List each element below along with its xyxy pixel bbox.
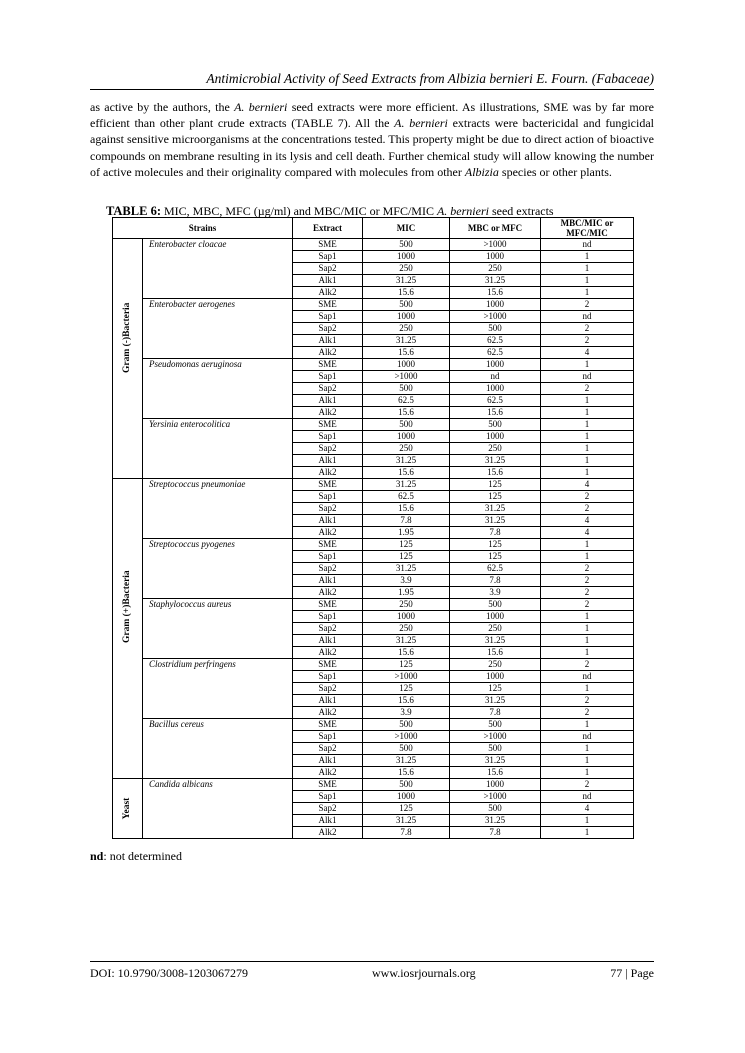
mic-cell: 1000 — [363, 311, 450, 323]
mic-cell: 500 — [363, 419, 450, 431]
ratio-cell: 2 — [541, 491, 634, 503]
strain-name: Enterobacter aerogenes — [143, 299, 293, 359]
mbc-mfc-cell: 15.6 — [450, 647, 541, 659]
mic-cell: 31.25 — [363, 479, 450, 491]
ratio-cell: 1 — [541, 683, 634, 695]
extract-cell: Alk1 — [293, 335, 363, 347]
extract-cell: Alk2 — [293, 827, 363, 839]
extract-cell: Alk2 — [293, 587, 363, 599]
mbc-mfc-cell: 1000 — [450, 779, 541, 791]
header-ratio: MBC/MIC or MFC/MIC — [541, 218, 634, 239]
footer-page-number: 77 — [610, 966, 623, 980]
ratio-cell: 2 — [541, 335, 634, 347]
table-row — [113, 719, 634, 731]
ratio-cell: nd — [541, 239, 634, 251]
mic-cell: 500 — [363, 779, 450, 791]
mic-cell: 125 — [363, 659, 450, 671]
extract-cell: Sap1 — [293, 311, 363, 323]
mbc-mfc-cell: 31.25 — [450, 515, 541, 527]
footnote-abbr: nd — [90, 849, 104, 863]
mbc-mfc-cell: 1000 — [450, 671, 541, 683]
extract-cell: Alk2 — [293, 407, 363, 419]
mbc-mfc-cell: 125 — [450, 479, 541, 491]
strain-name: Streptococcus pneumoniae — [143, 479, 293, 539]
table-row — [113, 659, 634, 671]
mic-cell: 500 — [363, 239, 450, 251]
mic-cell: 250 — [363, 443, 450, 455]
mic-cell: 125 — [363, 551, 450, 563]
para-species-1: A. bernieri — [234, 100, 288, 114]
mbc-mfc-cell: >1000 — [450, 311, 541, 323]
mbc-mfc-cell: 31.25 — [450, 503, 541, 515]
mic-cell: 15.6 — [363, 467, 450, 479]
mic-cell: 3.9 — [363, 707, 450, 719]
group-label-cell — [113, 239, 143, 479]
header-extract: Extract — [293, 218, 363, 239]
mbc-mfc-cell: 1000 — [450, 611, 541, 623]
extract-cell: SME — [293, 299, 363, 311]
extract-cell: Sap2 — [293, 443, 363, 455]
extract-cell: Alk1 — [293, 635, 363, 647]
extract-cell: SME — [293, 539, 363, 551]
strain-name: Streptococcus pyogenes — [143, 539, 293, 599]
mbc-mfc-cell: 1000 — [450, 251, 541, 263]
mbc-mfc-cell: 1000 — [450, 431, 541, 443]
ratio-cell: 2 — [541, 383, 634, 395]
extract-cell: Sap1 — [293, 371, 363, 383]
extract-cell: SME — [293, 479, 363, 491]
table-label: TABLE 6: — [106, 204, 161, 218]
ratio-cell: 4 — [541, 347, 634, 359]
mic-cell: 31.25 — [363, 755, 450, 767]
group-label: Gram (-)Bacteria — [122, 302, 132, 373]
mbc-mfc-cell: 500 — [450, 803, 541, 815]
mic-cell: 1000 — [363, 791, 450, 803]
ratio-cell: 1 — [541, 275, 634, 287]
mbc-mfc-cell: 62.5 — [450, 335, 541, 347]
ratio-cell: 2 — [541, 779, 634, 791]
ratio-cell: nd — [541, 731, 634, 743]
footnote-text: : not determined — [103, 849, 183, 863]
extract-cell: Alk1 — [293, 755, 363, 767]
ratio-cell: 1 — [541, 539, 634, 551]
ratio-cell: 1 — [541, 767, 634, 779]
ratio-cell: 4 — [541, 527, 634, 539]
ratio-cell: 2 — [541, 659, 634, 671]
ratio-cell: 1 — [541, 395, 634, 407]
extract-cell: Sap2 — [293, 683, 363, 695]
ratio-cell: 2 — [541, 323, 634, 335]
extract-cell: Alk1 — [293, 575, 363, 587]
extract-cell: SME — [293, 359, 363, 371]
extract-cell: Alk2 — [293, 287, 363, 299]
mbc-mfc-cell: 250 — [450, 443, 541, 455]
mic-cell: 500 — [363, 743, 450, 755]
mic-cell: 500 — [363, 299, 450, 311]
ratio-cell: 1 — [541, 359, 634, 371]
table-row — [113, 359, 634, 371]
header-rule — [90, 89, 654, 90]
ratio-cell: nd — [541, 371, 634, 383]
mic-cell: 1.95 — [363, 527, 450, 539]
ratio-cell: 1 — [541, 467, 634, 479]
ratio-cell: nd — [541, 791, 634, 803]
mic-cell: 1.95 — [363, 587, 450, 599]
extract-cell: Alk1 — [293, 455, 363, 467]
extract-cell: Alk1 — [293, 275, 363, 287]
group-label: Yeast — [122, 797, 132, 820]
mbc-mfc-cell: 31.25 — [450, 815, 541, 827]
extract-cell: Sap1 — [293, 611, 363, 623]
extract-cell: Sap2 — [293, 623, 363, 635]
para-text-3: extracts were bactericidal and fungicidal against sensitive microorganisms at the concentrations tested. This property might be due to direct action of bioactive compounds on membrane resulting in its lysis and cell death. Further chemical study will allow knowing the number of active molecules and their originality compared with molecules from other — [90, 116, 654, 179]
extract-cell: Alk2 — [293, 707, 363, 719]
mbc-mfc-cell: 7.8 — [450, 827, 541, 839]
mic-cell: 31.25 — [363, 455, 450, 467]
mbc-mfc-cell: 500 — [450, 419, 541, 431]
mic-cell: 1000 — [363, 611, 450, 623]
mbc-mfc-cell: 31.25 — [450, 635, 541, 647]
strain-name: Enterobacter cloacae — [143, 239, 293, 299]
mbc-mfc-cell: 125 — [450, 683, 541, 695]
mbc-mfc-cell: 250 — [450, 623, 541, 635]
mic-cell: 31.25 — [363, 275, 450, 287]
mic-cell: 15.6 — [363, 347, 450, 359]
strain-name: Pseudomonas aeruginosa — [143, 359, 293, 419]
extract-cell: Sap2 — [293, 563, 363, 575]
strain-name: Bacillus cereus — [143, 719, 293, 779]
para-text-1: as active by the authors, the — [90, 100, 235, 114]
mic-cell: 1000 — [363, 359, 450, 371]
ratio-cell: 1 — [541, 719, 634, 731]
mbc-mfc-cell: 62.5 — [450, 347, 541, 359]
mic-cell: 15.6 — [363, 503, 450, 515]
extract-cell: SME — [293, 419, 363, 431]
extract-cell: Alk2 — [293, 767, 363, 779]
caption-tail: seed extracts — [488, 204, 554, 218]
extract-cell: Alk2 — [293, 347, 363, 359]
ratio-cell: 2 — [541, 563, 634, 575]
mbc-mfc-cell: 1000 — [450, 359, 541, 371]
strain-name: Staphylococcus aureus — [143, 599, 293, 659]
extract-cell: Alk2 — [293, 527, 363, 539]
strain-name: Clostridium perfringens — [143, 659, 293, 719]
mbc-mfc-cell: 500 — [450, 743, 541, 755]
mbc-mfc-cell: 3.9 — [450, 587, 541, 599]
ratio-cell: 1 — [541, 419, 634, 431]
ratio-cell: 2 — [541, 503, 634, 515]
mbc-mfc-cell: 500 — [450, 323, 541, 335]
table-row — [113, 419, 634, 431]
mic-cell: 15.6 — [363, 287, 450, 299]
extract-cell: Sap2 — [293, 503, 363, 515]
mbc-mfc-cell: 62.5 — [450, 395, 541, 407]
mic-table — [112, 217, 634, 839]
mic-cell: 250 — [363, 263, 450, 275]
table-head — [113, 218, 634, 239]
ratio-cell: 1 — [541, 263, 634, 275]
table-row — [113, 599, 634, 611]
footer-site: www.iosrjournals.org — [372, 966, 476, 980]
extract-cell: Sap2 — [293, 383, 363, 395]
extract-cell: SME — [293, 659, 363, 671]
mbc-mfc-cell: 62.5 — [450, 563, 541, 575]
ratio-cell: 2 — [541, 575, 634, 587]
mic-cell: 125 — [363, 539, 450, 551]
mbc-mfc-cell: 15.6 — [450, 767, 541, 779]
mbc-mfc-cell: 31.25 — [450, 755, 541, 767]
header-mic: MIC — [363, 218, 450, 239]
ratio-cell: 4 — [541, 803, 634, 815]
extract-cell: Sap1 — [293, 671, 363, 683]
para-species-2: A. bernieri — [394, 116, 448, 131]
ratio-cell: 1 — [541, 287, 634, 299]
ratio-cell: 4 — [541, 479, 634, 491]
table-row — [113, 239, 634, 251]
para-text-4: species or other plants. — [498, 164, 612, 179]
mic-cell: 3.9 — [363, 575, 450, 587]
footer-doi: DOI: 10.9790/3008-1203067279 — [90, 966, 248, 980]
para-genus: Albizia — [464, 164, 499, 179]
mic-cell: 250 — [363, 623, 450, 635]
extract-cell: Sap1 — [293, 731, 363, 743]
mbc-mfc-cell: >1000 — [450, 239, 541, 251]
para-text-2: seed extracts were more efficient. As illustrations, SME was by far more efficient than other plant crude extracts (TABLE 7). All the — [90, 100, 654, 131]
header-strains: Strains — [113, 218, 293, 239]
mbc-mfc-cell: 125 — [450, 491, 541, 503]
ratio-cell: 1 — [541, 443, 634, 455]
table-body — [113, 239, 634, 839]
caption-text: MIC, MBC, MFC (µg/ml) and MBC/MIC or MFC/MIC — [161, 204, 437, 218]
extract-cell: Alk2 — [293, 647, 363, 659]
mic-cell: >1000 — [363, 731, 450, 743]
mbc-mfc-cell: 15.6 — [450, 287, 541, 299]
mic-cell: 31.25 — [363, 635, 450, 647]
mic-cell: 7.8 — [363, 827, 450, 839]
ratio-cell: 1 — [541, 611, 634, 623]
extract-cell: Sap1 — [293, 791, 363, 803]
mic-cell: 62.5 — [363, 395, 450, 407]
mbc-mfc-cell: >1000 — [450, 731, 541, 743]
extract-cell: Sap1 — [293, 491, 363, 503]
ratio-cell: 1 — [541, 251, 634, 263]
mic-cell: 250 — [363, 323, 450, 335]
table-row — [113, 779, 634, 791]
footer-page-label: Page — [630, 966, 654, 980]
footer-rule — [90, 961, 654, 962]
mbc-mfc-cell: 7.8 — [450, 707, 541, 719]
mic-cell: 31.25 — [363, 815, 450, 827]
mic-cell: 31.25 — [363, 335, 450, 347]
ratio-cell: 2 — [541, 587, 634, 599]
extract-cell: Sap2 — [293, 743, 363, 755]
group-label-cell — [113, 779, 143, 839]
extract-cell: Sap2 — [293, 323, 363, 335]
mbc-mfc-cell: 1000 — [450, 383, 541, 395]
ratio-cell: 2 — [541, 707, 634, 719]
header-mbc-mfc: MBC or MFC — [450, 218, 541, 239]
table-row — [113, 299, 634, 311]
extract-cell: Alk1 — [293, 515, 363, 527]
mic-cell: 15.6 — [363, 407, 450, 419]
ratio-cell: nd — [541, 311, 634, 323]
extract-cell: Alk2 — [293, 467, 363, 479]
mbc-mfc-cell: 31.25 — [450, 695, 541, 707]
mic-cell: >1000 — [363, 371, 450, 383]
extract-cell: Sap2 — [293, 263, 363, 275]
group-label-cell — [113, 479, 143, 779]
ratio-cell: nd — [541, 671, 634, 683]
extract-cell: Alk1 — [293, 395, 363, 407]
mbc-mfc-cell: 15.6 — [450, 407, 541, 419]
mic-cell: 1000 — [363, 251, 450, 263]
extract-cell: SME — [293, 779, 363, 791]
ratio-cell: 1 — [541, 815, 634, 827]
strain-name: Candida albicans — [143, 779, 293, 839]
ratio-cell: 1 — [541, 407, 634, 419]
table-row — [113, 539, 634, 551]
running-header: Antimicrobial Activity of Seed Extracts from Albizia bernieri E. Fourn. (Fabaceae) — [206, 71, 654, 86]
mbc-mfc-cell: 125 — [450, 539, 541, 551]
mic-cell: 1000 — [363, 431, 450, 443]
extract-cell: Sap1 — [293, 251, 363, 263]
mic-cell: >1000 — [363, 671, 450, 683]
mbc-mfc-cell: >1000 — [450, 791, 541, 803]
extract-cell: Alk1 — [293, 815, 363, 827]
ratio-cell: 2 — [541, 599, 634, 611]
extract-cell: Sap2 — [293, 803, 363, 815]
ratio-cell: 1 — [541, 431, 634, 443]
mic-cell: 15.6 — [363, 647, 450, 659]
ratio-cell: 1 — [541, 551, 634, 563]
extract-cell: Sap1 — [293, 431, 363, 443]
ratio-cell: 4 — [541, 515, 634, 527]
mbc-mfc-cell: 15.6 — [450, 467, 541, 479]
ratio-cell: 1 — [541, 635, 634, 647]
mbc-mfc-cell: 500 — [450, 719, 541, 731]
group-label: Gram (+)Bacteria — [122, 570, 132, 643]
mic-cell: 125 — [363, 683, 450, 695]
ratio-cell: 1 — [541, 743, 634, 755]
mbc-mfc-cell: 500 — [450, 599, 541, 611]
mic-cell: 500 — [363, 719, 450, 731]
mic-cell: 250 — [363, 599, 450, 611]
extract-cell: SME — [293, 239, 363, 251]
mbc-mfc-cell: 31.25 — [450, 275, 541, 287]
mbc-mfc-cell: 250 — [450, 263, 541, 275]
strain-name: Yersinia enterocolitica — [143, 419, 293, 479]
ratio-cell: 2 — [541, 299, 634, 311]
extract-cell: Sap1 — [293, 551, 363, 563]
extract-cell: Alk1 — [293, 695, 363, 707]
ratio-cell: 1 — [541, 455, 634, 467]
ratio-cell: 2 — [541, 695, 634, 707]
ratio-cell: 1 — [541, 647, 634, 659]
caption-species: A. bernieri — [436, 204, 489, 218]
mic-cell: 125 — [363, 803, 450, 815]
extract-cell: SME — [293, 599, 363, 611]
ratio-cell: 1 — [541, 755, 634, 767]
table-footnote — [90, 849, 182, 864]
mbc-mfc-cell: 1000 — [450, 299, 541, 311]
ratio-cell: 1 — [541, 623, 634, 635]
mic-cell: 500 — [363, 383, 450, 395]
mic-cell: 15.6 — [363, 767, 450, 779]
mbc-mfc-cell: 250 — [450, 659, 541, 671]
table-header-row — [113, 218, 634, 239]
table-row — [113, 479, 634, 491]
mbc-mfc-cell: 7.8 — [450, 527, 541, 539]
mbc-mfc-cell: 31.25 — [450, 455, 541, 467]
body-paragraph — [90, 99, 654, 180]
footer-page: 77 | Page — [610, 966, 654, 980]
mbc-mfc-cell: nd — [450, 371, 541, 383]
mbc-mfc-cell: 7.8 — [450, 575, 541, 587]
mic-cell: 7.8 — [363, 515, 450, 527]
mbc-mfc-cell: 125 — [450, 551, 541, 563]
mic-cell: 31.25 — [363, 563, 450, 575]
mic-cell: 62.5 — [363, 491, 450, 503]
mic-cell: 15.6 — [363, 695, 450, 707]
ratio-cell: 1 — [541, 827, 634, 839]
extract-cell: SME — [293, 719, 363, 731]
